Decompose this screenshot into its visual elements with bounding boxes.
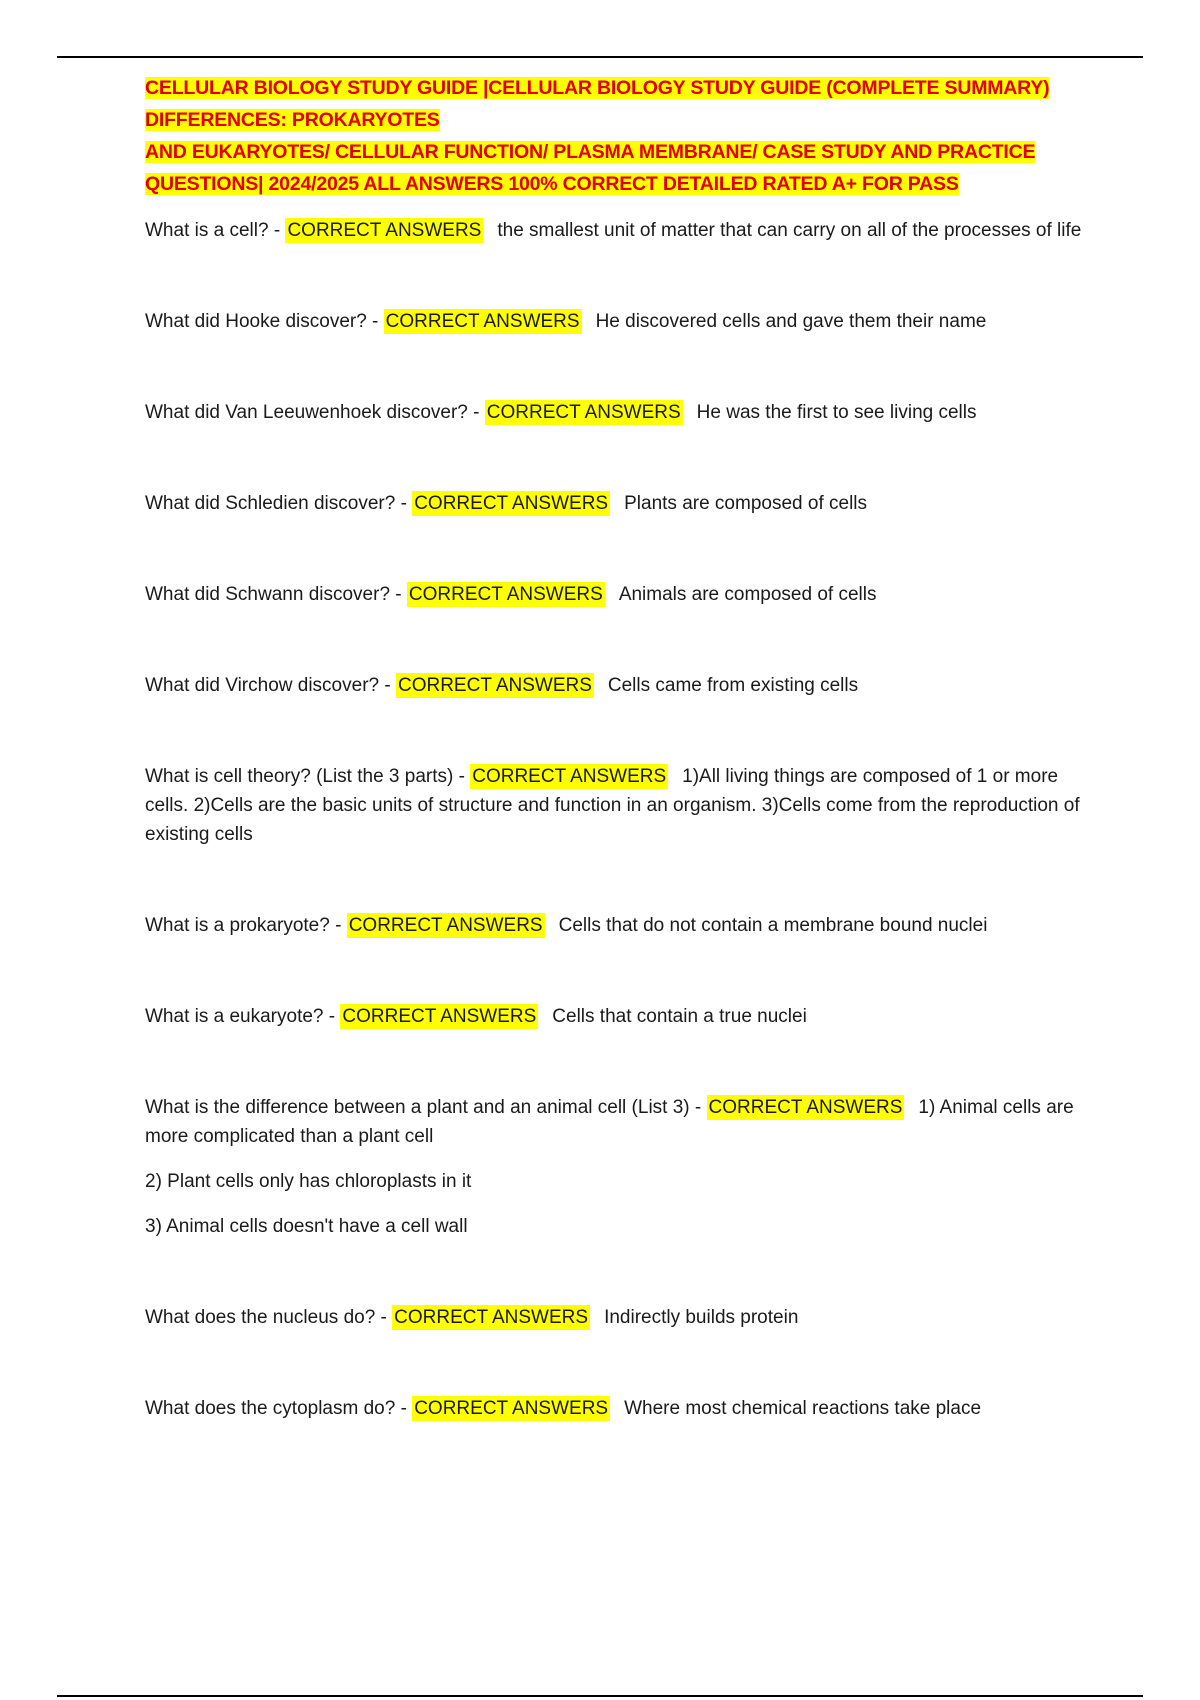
question: What is the difference between a plant and an animal cell (List 3) - xyxy=(145,1097,702,1118)
qa-item xyxy=(145,216,1085,245)
document-body xyxy=(145,72,1085,1423)
question: What is cell theory? (List the 3 parts) - xyxy=(145,766,465,787)
answer-tag: CORRECT ANSWERS xyxy=(408,584,603,605)
answer: 1) Animal cells are more complicated than a plant cell xyxy=(145,1097,1074,1147)
top-rule xyxy=(57,56,1143,58)
question: What did Van Leeuwenhoek discover? - xyxy=(145,402,480,423)
question: What does the nucleus do? - xyxy=(145,1307,387,1328)
question: What is a prokaryote? - xyxy=(145,915,342,936)
answer-tag: CORRECT ANSWERS xyxy=(472,766,667,787)
answer-tag: CORRECT ANSWERS xyxy=(394,1307,589,1328)
answer: He was the first to see living cells xyxy=(696,402,977,423)
qa-item xyxy=(145,762,1085,849)
bottom-rule xyxy=(57,1695,1143,1697)
answer: 1)All living things are composed of 1 or more cells. 2)Cells are the basic units of structure and function in an organism. 3)Cells come from the reproduction of existing cells xyxy=(145,766,1080,845)
answer: Indirectly builds protein xyxy=(604,1307,799,1328)
answer-tag: CORRECT ANSWERS xyxy=(287,220,482,241)
answer: the smallest unit of matter that can carry on all of the processes of life xyxy=(497,220,1082,241)
answer: Plants are composed of cells xyxy=(624,493,868,514)
qa-item xyxy=(145,1002,1085,1031)
qa-item xyxy=(145,307,1085,336)
qa-item xyxy=(145,489,1085,518)
answer-tag: CORRECT ANSWERS xyxy=(414,1398,609,1419)
answer-tag: CORRECT ANSWERS xyxy=(414,493,609,514)
answer-tag: CORRECT ANSWERS xyxy=(486,402,681,423)
title-line: AND EUKARYOTES/ CELLULAR FUNCTION/ PLASMA MEMBRANE/ CASE STUDY AND PRACTICE xyxy=(145,141,1036,163)
answer-continuation: 3) Animal cells doesn't have a cell wall xyxy=(145,1216,468,1237)
question: What is a cell? - xyxy=(145,220,281,241)
title-line: QUESTIONS| 2024/2025 ALL ANSWERS 100% CORRECT DETAILED RATED A+ FOR PASS xyxy=(145,173,959,195)
document-title xyxy=(145,72,1085,200)
qa-item xyxy=(145,911,1085,940)
answer-continuation: 2) Plant cells only has chloroplasts in it xyxy=(145,1171,472,1192)
answer-tag: CORRECT ANSWERS xyxy=(342,1006,537,1027)
question: What did Hooke discover? - xyxy=(145,311,379,332)
qa-item xyxy=(145,580,1085,609)
answer: Cells came from existing cells xyxy=(607,675,859,696)
qa-item xyxy=(145,398,1085,427)
qa-item xyxy=(145,1394,1085,1423)
answer-tag: CORRECT ANSWERS xyxy=(348,915,543,936)
answer-tag: CORRECT ANSWERS xyxy=(397,675,592,696)
title-line: DIFFERENCES: PROKARYOTES xyxy=(145,109,440,131)
answer-tag: CORRECT ANSWERS xyxy=(708,1097,903,1118)
answer: He discovered cells and gave them their name xyxy=(595,311,987,332)
qa-item xyxy=(145,1303,1085,1332)
answer-tag: CORRECT ANSWERS xyxy=(385,311,580,332)
question: What did Virchow discover? - xyxy=(145,675,391,696)
qa-item xyxy=(145,671,1085,700)
question: What did Schwann discover? - xyxy=(145,584,402,605)
answer: Cells that do not contain a membrane bound nuclei xyxy=(558,915,988,936)
answer: Animals are composed of cells xyxy=(618,584,877,605)
qa-item xyxy=(145,1093,1085,1151)
answer: Cells that contain a true nuclei xyxy=(552,1006,807,1027)
question: What did Schledien discover? - xyxy=(145,493,407,514)
question: What is a eukaryote? - xyxy=(145,1006,336,1027)
title-line: CELLULAR BIOLOGY STUDY GUIDE |CELLULAR BIOLOGY STUDY GUIDE (COMPLETE SUMMARY) xyxy=(145,77,1050,99)
answer: Where most chemical reactions take place xyxy=(624,1398,982,1419)
question: What does the cytoplasm do? - xyxy=(145,1398,407,1419)
